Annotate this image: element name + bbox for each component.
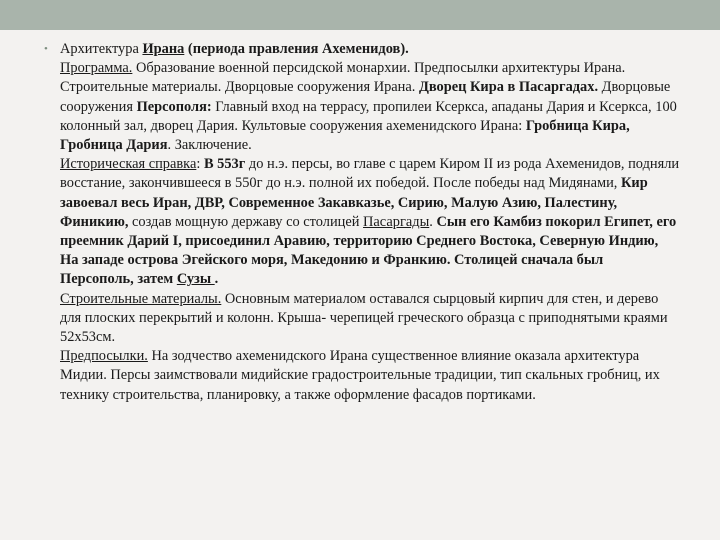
- title-prefix: Архитектура: [60, 41, 143, 57]
- slide-title: [60, 40, 680, 59]
- history-text-2: создав мощную державу со столицей: [128, 213, 364, 230]
- materials-heading: Строительные материалы.: [60, 290, 222, 307]
- history-text-3: .: [429, 213, 437, 230]
- slide: [0, 30, 720, 540]
- history-rest: , присоединил Аравию, территорию Среднего Востока, Северную Индию, На западе острова Эгейского моря, Македонию и Франкию. Столицей сначала был Персополь, затем: [60, 233, 659, 288]
- title-suffix: (периода правления Ахеменидов).: [184, 41, 409, 57]
- top-bar: [0, 0, 720, 30]
- history-susa: Сузы: [176, 271, 215, 288]
- program-text-2: Дворцовые сооружения: [60, 79, 671, 115]
- history-colon: :: [196, 156, 204, 173]
- history-conquest: Кир завоевал весь Иран, ДВР, Современное Закавказье, Сирию, Малую Азию, Палестину, Финикию,: [60, 175, 648, 230]
- program-heading: Программа.: [60, 60, 133, 77]
- prerequisites-heading: Предпосылки.: [60, 348, 148, 365]
- history-darius: Дарий I: [127, 233, 179, 250]
- history-text-1: до н.э. персы, во главе с царем Киром II из рода Ахеменидов, подняли восстание, закончившееся в 550г до н.э. полной их победой. После победы над Мидянами,: [60, 156, 680, 192]
- program-text-3: Главный вход на террасу, пропилеи Ксеркса, ападаны Дария и Ксеркса, 100 колонный зал, дворец Дария. Культовые сооружения ахеменидского Ирана:: [60, 98, 677, 134]
- prerequisites-paragraph: [60, 347, 680, 405]
- bullet-icon: •: [44, 43, 48, 55]
- program-text-1: Образование военной персидской монархии. Предпосылки архитектуры Ирана. Строительные материалы. Дворцовые сооружения Ирана.: [60, 60, 626, 96]
- history-end: .: [214, 271, 219, 288]
- title-iran: Ирана: [142, 41, 185, 57]
- history-paragraph: [60, 155, 680, 289]
- program-palace-cyrus: Дворец Кира в Пасаргадах.: [418, 79, 599, 96]
- history-pasargadae: Пасаргады: [363, 213, 430, 230]
- materials-paragraph: [60, 290, 680, 348]
- history-553: В 553г: [203, 156, 246, 173]
- program-persepolis: Персополя:: [136, 98, 212, 115]
- history-heading: Историческая справка: [60, 156, 197, 173]
- prerequisites-text: На зодчество ахеменидского Ирана существенное влияние оказала архитектура Мидии. Персы заимствовали мидийские градостроительные традиции, тип скальных гробниц, их технику строительства, планировку, а также оформление фасадов портиками.: [60, 348, 660, 403]
- slide-content: [44, 40, 680, 405]
- program-tombs: Гробница Кира, Гробница Дария: [60, 117, 630, 154]
- history-cambyses: Сын его Камбиз покорил Египет, его преемник: [60, 213, 677, 250]
- program-text-4: . Заключение.: [167, 137, 252, 154]
- program-paragraph: [60, 59, 680, 155]
- materials-text: Основным материалом оставался сырцовый кирпич для стен, и дерево для плоских перекрытий и колонн. Крыша- черепицей греческого образца с приподнятыми краями 52х53см.: [60, 290, 668, 346]
